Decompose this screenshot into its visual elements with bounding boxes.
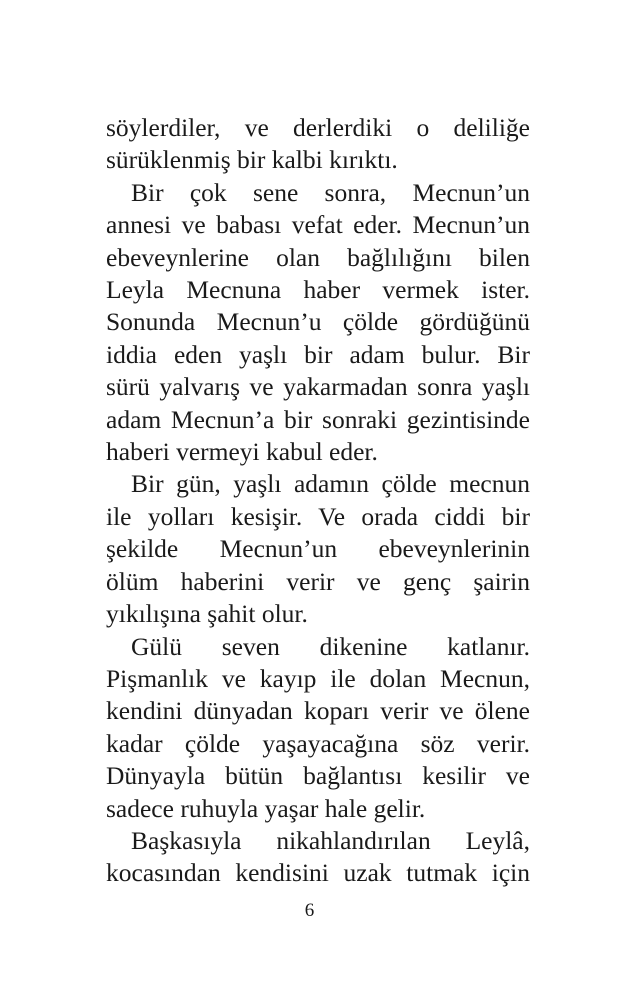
text-line: haberi vermeyi kabul eder. (106, 437, 378, 467)
text-line: Gülü seven dikenine katlanır. (131, 631, 530, 661)
paragraph (106, 112, 530, 177)
text-line: adam Mecnun’a bir sonraki gezintisinde (106, 404, 530, 434)
text-line: Başkasıyla nikahlandırılan Leylâ, (131, 825, 530, 855)
text-line: kocasından kendisini uzak tutmak için (106, 858, 530, 888)
text-line: annesi ve babası vefat eder. Mecnun’un (106, 210, 530, 240)
text-line: söylerdiler, ve derlerdiki o deliliğe (106, 113, 530, 142)
text-line: Dünyayla bütün bağlantısı kesilir ve (106, 761, 530, 791)
text-line: sadece ruhuyla yaşar hale gelir. (106, 793, 426, 823)
paragraph (106, 177, 530, 469)
text-line: şekilde Mecnun’un ebeveynlerinin (106, 534, 530, 564)
text-line: yıkılışına şahit olur. (106, 599, 308, 629)
text-line: ebeveynlerine olan bağlılığını bilen (106, 242, 530, 272)
text-line: sürü yalvarış ve yakarmadan sonra yaşlı (106, 372, 530, 402)
text-line: Bir çok sene sonra, Mecnun’un (131, 177, 530, 207)
text-line: ile yolları kesişir. Ve orada ciddi bir (106, 501, 530, 531)
text-line: iddia eden yaşlı bir adam bulur. Bir (106, 339, 530, 369)
text-line: Leyla Mecnuna haber vermek ister. (106, 275, 530, 305)
text-line: Sonunda Mecnun’u çölde gördüğünü (106, 307, 530, 337)
text-line: Pişmanlık ve kayıp ile dolan Mecnun, (106, 663, 530, 693)
text-line: kadar çölde yaşayacağına söz verir. (106, 728, 530, 758)
paragraph (106, 468, 530, 630)
paragraph (106, 631, 530, 825)
page-number: 6 (304, 900, 315, 921)
text-line: Bir gün, yaşlı adamın çölde mecnun (131, 469, 530, 499)
text-line: sürüklenmiş bir kalbi kırıktı. (106, 145, 398, 175)
paragraph (106, 825, 530, 890)
text-line: ölüm haberini verir ve genç şairin (106, 566, 530, 596)
text-line: kendini dünyadan koparı verir ve ölene (106, 696, 530, 726)
page-text-block (106, 112, 530, 890)
